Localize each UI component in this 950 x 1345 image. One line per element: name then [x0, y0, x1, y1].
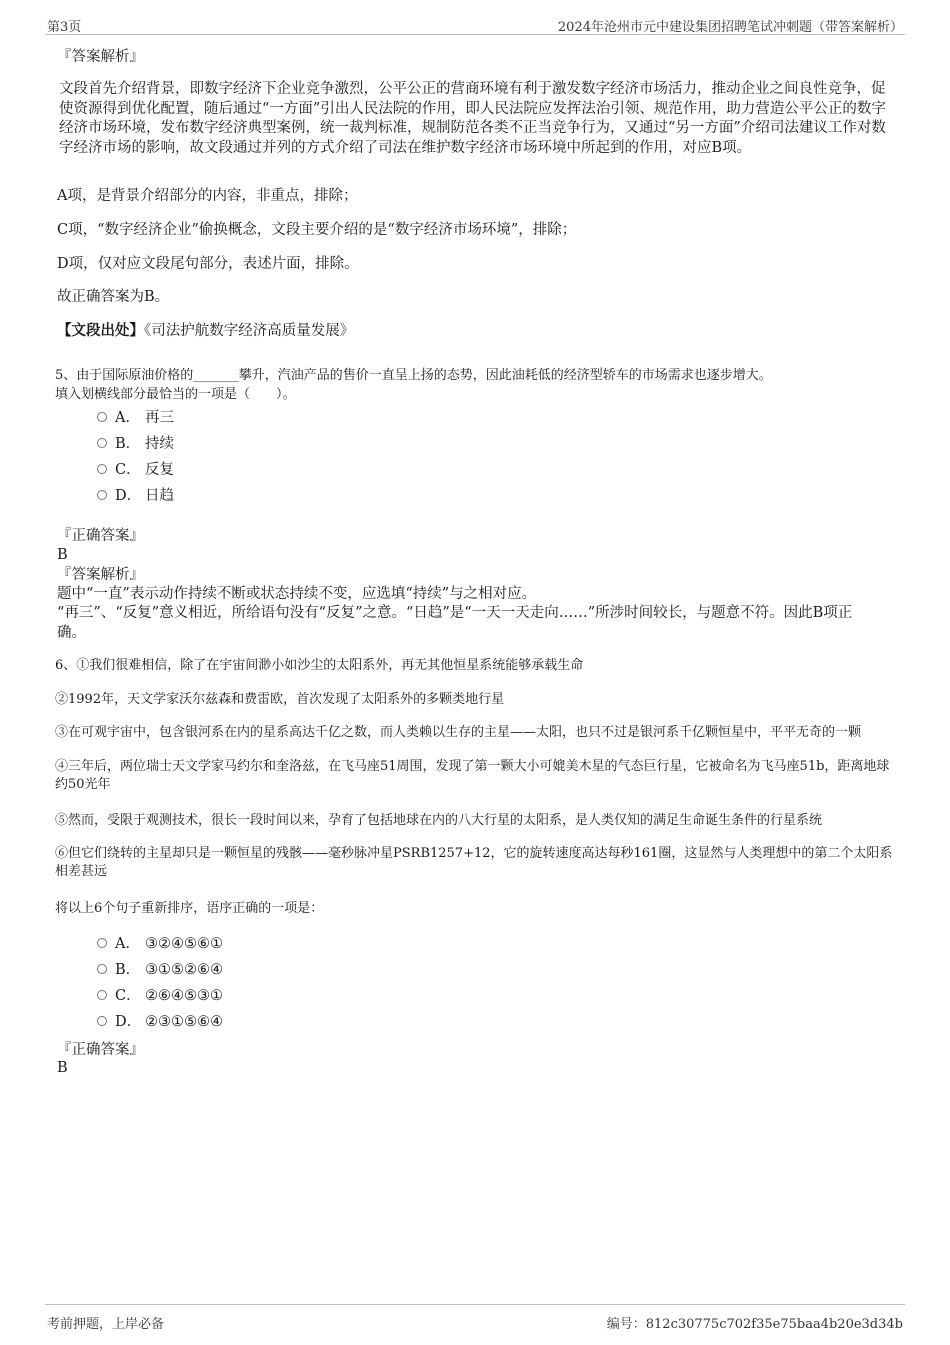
q6-sentence-1: 6、①我们很难相信，除了在宇宙间渺小如沙尘的太阳系外，再无其他恒星系统能够承载生命 [55, 658, 584, 673]
q6-answer: B [57, 1060, 68, 1076]
q4-source [57, 321, 897, 342]
document-title: 2024年沧州市元中建设集团招聘笔试冲刺题（带答案解析） [557, 20, 903, 35]
q4-analysis-paragraph: 文段首先介绍背景，即数字经济下企业竞争激烈，公平公正的营商环境有利于激发数字经济市场活力，推动企业之间良性竞争，促使资源得到优化配置，随后通过“一方面”引出人民法院的作用，即人民法院应发挥法治引领、规范作用，助力营造公平公正的数字经济市场环境，发布数字经济典型案例，统一裁判标准，规制防范各类不正当竞争行为，又通过“另一方面”介绍司法建议工作对数字经济市场的影响，故文段通过并列的方式介绍了司法在维护数字经济市场环境中所起到的作用，对应B项。 [59, 81, 886, 156]
q6-option-d[interactable]: D． ②③①⑤⑥④ [97, 1012, 223, 1032]
q4-note-d: D项，仅对应文段尾句部分，表述片面，排除。 [57, 256, 359, 272]
q4-note-a: A项，是背景介绍部分的内容，非重点，排除； [57, 188, 358, 204]
radio-icon[interactable] [97, 464, 107, 474]
q6-sentence-2: ②1992年，天文学家沃尔兹森和费雷欧，首次发现了太阳系外的多颗类地行星 [55, 692, 505, 707]
radio-icon[interactable] [97, 964, 107, 974]
document-code: 编号：812c30775c702f35e75baa4b20e3d34b [606, 1317, 903, 1332]
q4-analysis-label: 『答案解析』 [57, 49, 144, 65]
q6-sentence-6: ⑥但它们绕转的主星却只是一颗恒星的残骸——毫秒脉冲星PSRB1257+12，它的旋转速度高达每秒161圈，这显然与人类理想中的第二个太阳系相差甚远 [55, 846, 893, 879]
radio-icon[interactable] [97, 990, 107, 1000]
q4-source-title: 《司法护航数字经济高质量发展》 [144, 323, 355, 339]
q5-option-c[interactable]: C． 反复 [97, 460, 174, 480]
q5-analysis-label: 『答案解析』 [57, 567, 144, 583]
radio-icon[interactable] [97, 490, 107, 500]
q5-answer-label: 『正确答案』 [57, 528, 144, 544]
q6-sentence-3: ③在可观宇宙中，包含银河系在内的星系高达千亿之数，而人类赖以生存的主星——太阳，也只不过是银河系千亿颗恒星中，平平无奇的一颗 [55, 725, 862, 740]
q6-option-a[interactable]: A． ③②④⑤⑥① [97, 934, 223, 954]
radio-icon[interactable] [97, 438, 107, 448]
q6-sentence-4: ④三年后，两位瑞士天文学家马约尔和奎洛兹，在飞马座51周围，发现了第一颗大小可媲美木星的气态巨行星，它被命名为飞马座51b，距离地球约50光年 [55, 759, 890, 792]
q6-sentence-5: ⑤然而，受限于观测技术，很长一段时间以来，孕育了包括地球在内的八大行星的太阳系，是人类仅知的满足生命诞生条件的行星系统 [55, 813, 823, 828]
q5-analysis-line2: “再三”、“反复”意义相近，所给语句没有“反复”之意。“日趋”是“一天一天走向……”所涉时间较长，与题意不符。因此B项正确。 [57, 605, 853, 641]
radio-icon[interactable] [97, 938, 107, 948]
page-header [45, 14, 905, 35]
footer-slogan: 考前押题，上岸必备 [47, 1317, 165, 1332]
q6-option-c[interactable]: C． ②⑥④⑤③① [97, 986, 223, 1006]
radio-icon[interactable] [97, 412, 107, 422]
q6-prompt: 将以上6个句子重新排序，语序正确的一项是： [55, 901, 324, 916]
radio-icon[interactable] [97, 1016, 107, 1026]
q6-answer-label: 『正确答案』 [57, 1042, 144, 1058]
page-footer [45, 1304, 905, 1331]
page-number: 第3页 [47, 20, 82, 35]
q5-stem-line2: 填入划横线部分最恰当的一项是（ ）。 [55, 387, 296, 402]
q6-option-b[interactable]: B． ③①⑤②⑥④ [97, 960, 223, 980]
q4-source-mark: 【文段出处】 [57, 322, 144, 339]
q5-option-a[interactable]: A． 再三 [97, 408, 174, 428]
q4-conclusion: 故正确答案为B。 [57, 289, 170, 305]
q5-stem-line1: 5、由于国际原油价格的_______攀升，汽油产品的售价一直呈上扬的态势，因此油耗低的经济型轿车的市场需求也逐步增大。 [55, 368, 772, 383]
q5-answer: B [57, 547, 68, 563]
q5-option-b[interactable]: B． 持续 [97, 434, 174, 454]
q5-analysis-line1: 题中“一直”表示动作持续不断或状态持续不变，应选填“持续”与之相对应。 [57, 586, 537, 602]
q5-option-d[interactable]: D． 日趋 [97, 486, 174, 506]
q4-note-c: C项，“数字经济企业”偷换概念，文段主要介绍的是“数字经济市场环境”，排除； [57, 222, 577, 238]
